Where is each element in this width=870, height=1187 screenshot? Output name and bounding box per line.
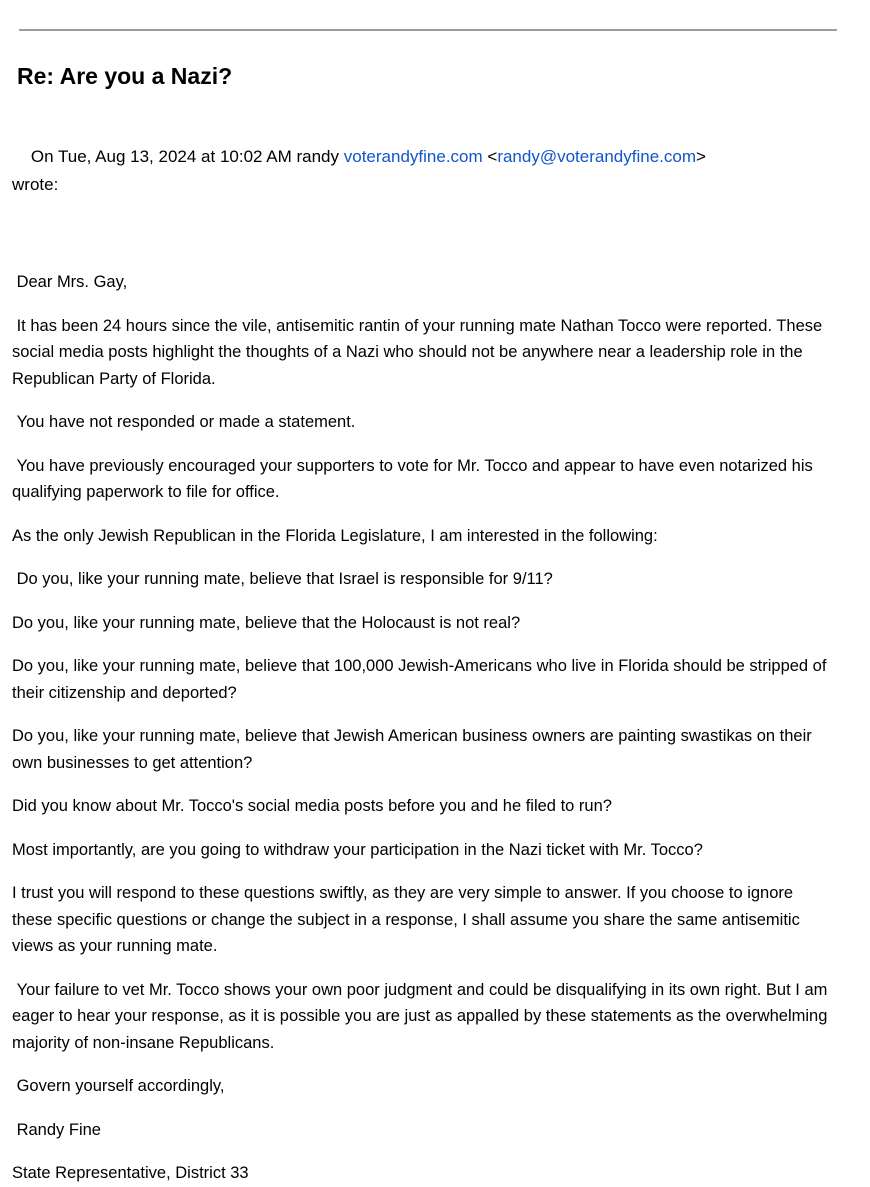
sender-domain-link[interactable]: voterandyfine.com	[343, 147, 483, 166]
body-paragraph: As the only Jewish Republican in the Florida Legislature, I am interested in the following:	[12, 526, 658, 545]
body-paragraph-question: Do you, like your running mate, believe that Israel is responsible for 9/11?	[12, 570, 553, 588]
attribution-prefix: On Tue, Aug 13, 2024 at 10:02 AM randy	[30, 147, 344, 166]
body-paragraph-salutation: Dear Mrs. Gay,	[12, 273, 128, 291]
sender-email-link[interactable]: randy@voterandyfine.com	[497, 147, 696, 166]
body-paragraph-question: Do you, like your running mate, believe that the Holocaust is not real?	[12, 613, 521, 632]
email-subject: Re: Are you a Nazi?	[17, 63, 233, 89]
email-message	[0, 63, 870, 1187]
signature-name: Randy Fine	[12, 1120, 101, 1139]
top-divider	[19, 29, 837, 31]
body-paragraph-question: Do you, like your running mate, believe that Jewish American business owners are painting swastikas on their own businesses to get attention?	[12, 727, 817, 772]
body-paragraph-question: Most importantly, are you going to withdraw your participation in the Nazi ticket with Mr. Tocco?	[12, 840, 703, 859]
body-paragraph: I trust you will respond to these questions swiftly, as they are very simple to answer. If you choose to ignore these specific questions or change the subject in a response, I shall assume you share the same antisemitic views as your running mate.	[12, 884, 805, 955]
attribution-close-bracket: >	[696, 147, 706, 166]
body-paragraph-question: Did you know about Mr. Tocco's social media posts before you and he filed to run?	[12, 797, 612, 815]
attribution-wrote: wrote:	[12, 175, 59, 194]
body-paragraph-closing: Govern yourself accordingly,	[12, 1077, 225, 1095]
quote-attribution	[12, 115, 838, 255]
body-paragraph-question: Do you, like your running mate, believe that 100,000 Jewish-Americans who live in Florida should be stripped of their citizenship and deported?	[12, 657, 832, 702]
body-paragraph: You have previously encouraged your supporters to vote for Mr. Tocco and appear to have even notarized his qualifying paperwork to file for office.	[12, 456, 818, 501]
email-body	[12, 269, 838, 1187]
body-paragraph: Your failure to vet Mr. Tocco shows your own poor judgment and could be disqualifying in its own right. But I am eager to hear your response, as it is possible you are just as appalled by these statements as the overwhelming majority of non-insane Republicans.	[12, 980, 832, 1052]
signature-title: State Representative, District 33	[12, 1164, 249, 1182]
attribution-open-bracket: <	[482, 147, 498, 166]
body-paragraph: You have not responded or made a statement.	[12, 413, 356, 431]
body-paragraph: It has been 24 hours since the vile, antisemitic rantin of your running mate Nathan Tocco were reported. These social media posts highlight the thoughts of a Nazi who should not be anywhere near a leadership role in the Republican Party of Florida.	[12, 316, 827, 388]
